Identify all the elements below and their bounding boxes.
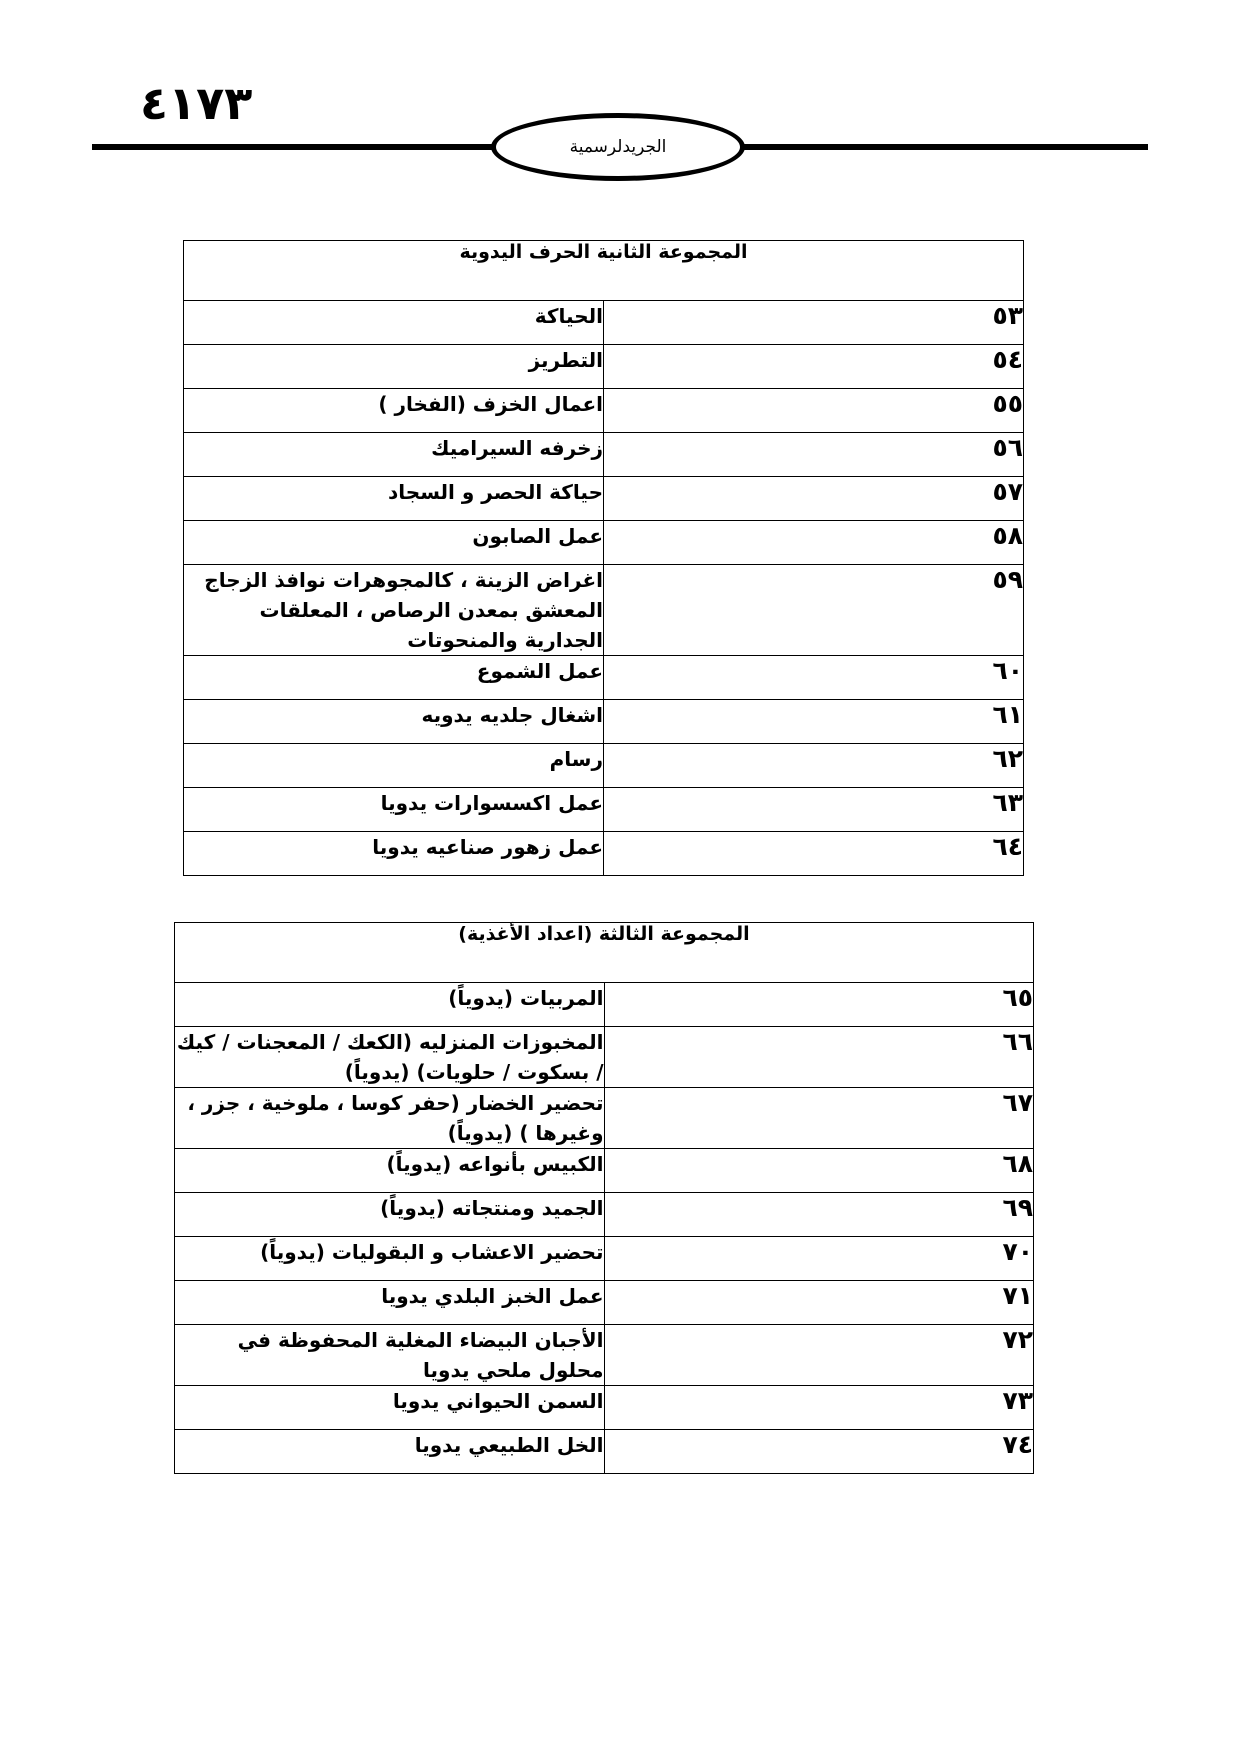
group3-title: المجموعة الثالثة (اعداد الأغذية) [175,923,1034,983]
row-text: التطريز [184,345,604,389]
row-text: عمل الخبز البلدي يدويا [175,1281,605,1325]
table-row [175,1149,1034,1193]
row-number: ٦٧ [604,1088,1034,1149]
row-number: ٧٠ [604,1237,1034,1281]
table-row [184,565,1024,656]
row-text: الجميد ومنتجاته (يدوياً) [175,1193,605,1237]
row-text: زخرفه السيراميك [184,433,604,477]
row-number: ٦٥ [604,983,1034,1027]
row-text: عمل الصابون [184,521,604,565]
row-text: عمل اكسسوارات يدويا [184,788,604,832]
table-row [175,1088,1034,1149]
row-text: اغراض الزينة ، كالمجوهرات نوافذ الزجاج المعشق بمعدن الرصاص ، المعلقات الجدارية والمنحوتات [184,565,604,656]
row-text: عمل زهور صناعيه يدويا [184,832,604,876]
row-number: ٦٢ [604,744,1024,788]
gazette-name: الجريدلرسمية [569,137,667,157]
table-row [184,301,1024,345]
table-row [184,433,1024,477]
row-text: المخبوزات المنزليه (الكعك / المعجنات / كيك / بسكوت / حلويات) (يدوياً) [175,1027,605,1088]
table-row [184,832,1024,876]
row-text: الأجبان البيضاء المغلية المحفوظة في محلول ملحي يدويا [175,1325,605,1386]
gazette-name-oval [491,113,745,181]
row-text: تحضير الاعشاب و البقوليات (يدوياً) [175,1237,605,1281]
table-row [184,700,1024,744]
table-row [184,656,1024,700]
row-text: حياكة الحصر و السجاد [184,477,604,521]
row-number: ٥٣ [604,301,1024,345]
row-text: الخل الطبيعي يدويا [175,1430,605,1474]
table-row [184,477,1024,521]
row-text: السمن الحيواني يدويا [175,1386,605,1430]
table-row [184,521,1024,565]
row-number: ٥٦ [604,433,1024,477]
table-row [175,1027,1034,1088]
table-row [175,1430,1034,1474]
row-number: ٧٤ [604,1430,1034,1474]
table-row [184,389,1024,433]
table-row [175,983,1034,1027]
row-number: ٦٩ [604,1193,1034,1237]
page-number: ٤١٧٣ [140,76,253,130]
row-text: اشغال جلديه يدويه [184,700,604,744]
group3-table [174,922,1034,1474]
row-number: ٦٤ [604,832,1024,876]
row-number: ٥٧ [604,477,1024,521]
row-number: ٦٨ [604,1149,1034,1193]
row-text: اعمال الخزف (الفخار ) [184,389,604,433]
table-row [184,744,1024,788]
table-row [184,788,1024,832]
row-number: ٦٦ [604,1027,1034,1088]
row-text: المربيات (يدوياً) [175,983,605,1027]
row-number: ٧٢ [604,1325,1034,1386]
group2-title: المجموعة الثانية الحرف اليدوية [184,241,1024,301]
table-row [175,1281,1034,1325]
table-row [175,1386,1034,1430]
row-number: ٧١ [604,1281,1034,1325]
table-row [184,345,1024,389]
table-row [175,1193,1034,1237]
table-row [175,1237,1034,1281]
row-text: تحضير الخضار (حفر كوسا ، ملوخية ، جزر ، وغيرها ) (يدوياً) [175,1088,605,1149]
group2-table [183,240,1024,876]
row-number: ٥٨ [604,521,1024,565]
row-text: الحياكة [184,301,604,345]
row-number: ٥٤ [604,345,1024,389]
row-text: الكبيس بأنواعه (يدوياً) [175,1149,605,1193]
table-row [175,1325,1034,1386]
row-number: ٦١ [604,700,1024,744]
row-number: ٧٣ [604,1386,1034,1430]
row-number: ٥٩ [604,565,1024,656]
row-number: ٥٥ [604,389,1024,433]
row-number: ٦٣ [604,788,1024,832]
row-text: رسام [184,744,604,788]
row-number: ٦٠ [604,656,1024,700]
row-text: عمل الشموع [184,656,604,700]
